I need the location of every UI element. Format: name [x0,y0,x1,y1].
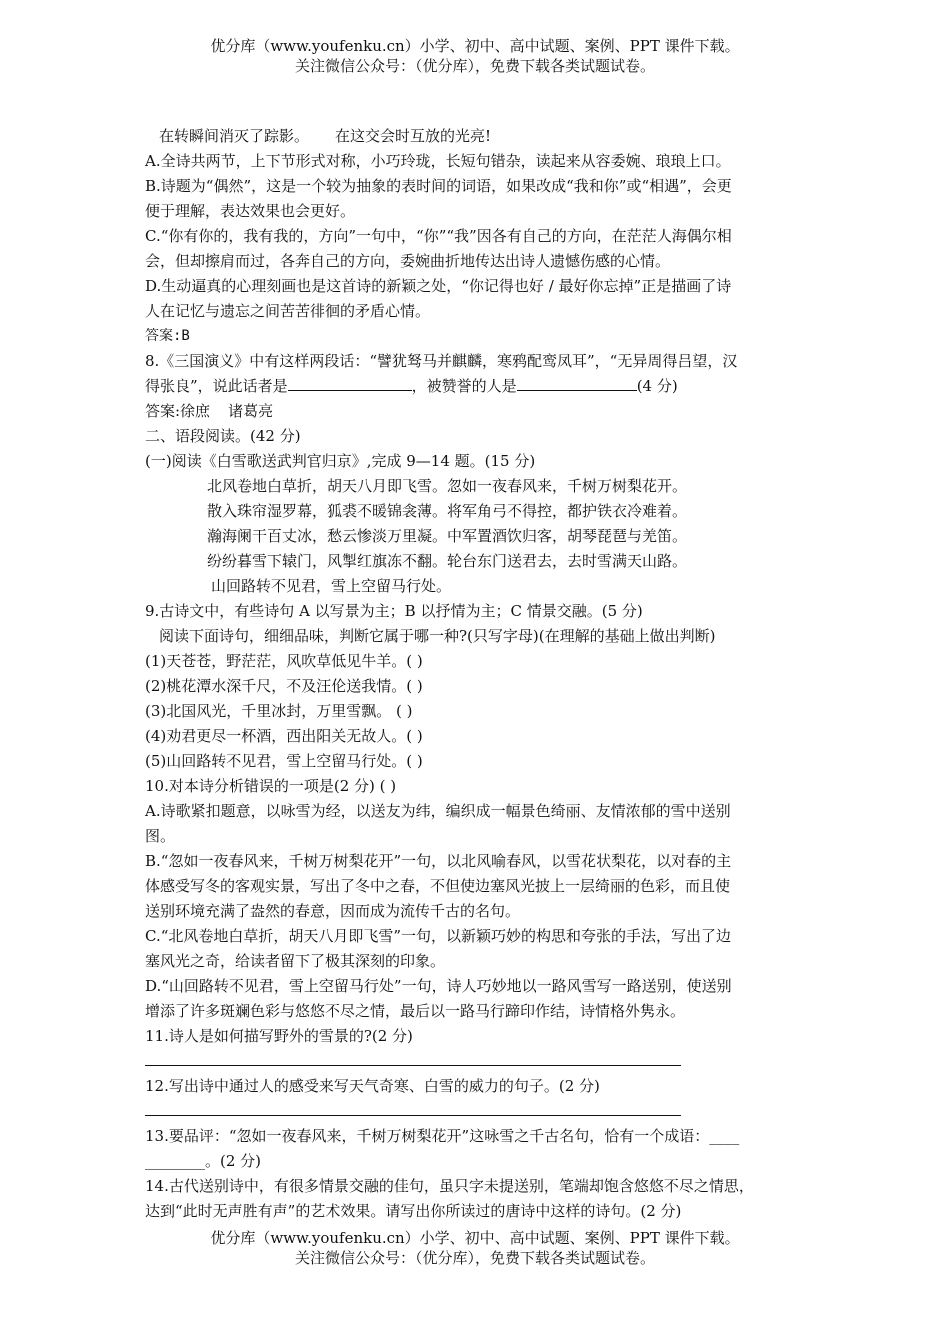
poem-line: 北风卷地白草折，胡天八月即飞雪。忽如一夜春风来，千树万树梨花开。 [207,477,688,495]
q10-option-b-line1: B.“忽如一夜春风来，千树万树梨花开”一句，以北风喻春风，以雪花状梨花，以对春的主 [145,852,732,870]
q7-option-d-line1: D.生动逼真的心理刻画也是这首诗的新颖之处，“你记得也好 / 最好你忘掉”正是描画了诗 [145,277,732,295]
poem-tail-line [145,124,815,149]
q8-text-a: 得张良”，说此话者是 [145,377,288,395]
poem-tail-left: 在转瞬间消灭了踪影。 [159,127,310,145]
q9-instruction: 阅读下面诗句，细细品味，判断它属于哪一种?(只写字母)(在理解的基础上做出判断) [159,627,716,645]
section-2-title: 二、语段阅读。(42 分) [145,427,301,445]
q8-answer-a: 答案:徐庶 [145,402,211,420]
page-header [0,36,950,76]
header-line-2: 关注微信公众号：（优分库），免费下载各类试题试卷。 [294,57,655,75]
q10-stem: 10.对本诗分析错误的一项是(2 分) ( ) [145,777,397,795]
q12-answer-line[interactable] [145,1099,815,1124]
q9-item: (2)桃花潭水深千尺，不及汪伦送我情。( ) [145,677,423,695]
q14-line1: 14.古代送别诗中，有很多情景交融的佳句，虽只字未提送别，笔端却饱含悠悠不尽之情思， [145,1177,754,1195]
q7-option-d-line2: 人在记忆与遗忘之间苦苦徘徊的矛盾心情。 [145,302,431,320]
q7-option-c-line2: 会，但却擦肩而过，各奔自己的方向，委婉曲折地传达出诗人遗憾伤感的心情。 [145,252,671,270]
q10-option-d-line1: D.“山回路转不见君，雪上空留马行处”一句，诗人巧妙地以一路风雪写一路送别，使送别 [145,977,732,995]
footer-line-1: 优分库（www.youfenku.cn）小学、初中、高中试题、案例、PPT 课件下载。 [210,1229,740,1247]
poem-line: 散入珠帘湿罗幕，狐裘不暖锦衾薄。将军角弓不得控，都护铁衣冷难着。 [207,502,688,520]
q10-option-a-line1: A.诗歌紧扣题意，以咏雪为经，以送友为纬，编织成一幅景色绮丽、友情浓郁的雪中送别 [145,802,731,820]
q9-stem: 9.古诗文中，有些诗句 A 以写景为主；B 以抒情为主；C 情景交融。(5 分) [145,602,643,620]
q10-option-c-line1: C.“北风卷地白草折，胡天八月即飞雪”一句，以新颖巧妙的构思和夸张的手法，写出了边 [145,927,732,945]
q9-item: (4)劝君更尽一杯酒，西出阳关无故人。( ) [145,727,423,745]
q10-option-b-line2: 体感受写冬的客观实景，写出了冬中之春，不但使边塞风光披上一层绮丽的色彩，而且使 [145,877,731,895]
q14-line2: 达到“此时无声胜有声”的艺术效果。请写出你所读过的唐诗中这样的诗句。(2 分) [145,1202,682,1220]
q7-option-b-line2: 便于理解，表达效果也会更好。 [145,202,356,220]
q8-text-b: ，被赞誉的人是 [411,377,517,395]
q10-option-c-line2: 塞风光之奇，给读者留下了极其深刻的印象。 [145,952,446,970]
q7-option-c-line1: C.“你有你的，我有我的，方向”一句中，“你”“我”因各有自己的方向，在茫茫人海偶尔相 [145,227,732,245]
poem-line: 纷纷暮雪下辕门，风掣红旗冻不翻。轮台东门送君去，去时雪满天山路。 [207,552,688,570]
q10-option-b-line3: 送别环境充满了盎然的春意，因而成为流传千古的名句。 [145,902,521,920]
q8-answer [145,399,815,424]
q8-answer-b: 诸葛亮 [228,402,274,420]
page-footer [0,1228,950,1268]
poem-line: 山回路转不见君，雪上空留马行处。 [211,577,452,595]
q8-blank-2[interactable] [517,374,637,391]
q12-stem: 12.写出诗中通过人的感受来写天气奇寒、白雪的威力的句子。(2 分) [145,1077,600,1095]
q8-line2 [145,374,815,399]
q9-item: (1)天苍苍，野茫茫，风吹草低见牛羊。( ) [145,652,423,670]
section-2-sub-1: (一)阅读《白雪歌送武判官归京》,完成 9—14 题。(15 分) [145,452,536,470]
q8-blank-1[interactable] [288,374,412,391]
q7-option-a: A.全诗共两节，上下节形式对称，小巧玲珑，长短句错杂，读起来从容委婉、琅琅上口。 [145,152,731,170]
document-body [145,124,815,1224]
q7-option-b-line1: B.诗题为“偶然”，这是一个较为抽象的表时间的词语，如果改成“我和你”或“相遇”，会更 [145,177,732,195]
q10-option-a-line2: 图。 [145,827,176,845]
q13-line1: 13.要品评：“忽如一夜春风来，千树万树梨花开”这咏雪之千古名句，恰有一个成语：____ [145,1127,740,1145]
header-line-1: 优分库（www.youfenku.cn）小学、初中、高中试题、案例、PPT 课件下载。 [210,37,740,55]
q13-line2: ________。(2 分) [145,1152,262,1170]
poem-tail-right: 在这交会时互放的光亮! [335,127,492,145]
q8-points: (4 分) [636,377,678,395]
q11-answer-line[interactable] [145,1049,815,1074]
q9-item: (3)北国风光，千里冰封，万里雪飘。 ( ) [145,702,413,720]
q8-line1: 8.《三国演义》中有这样两段话：“譬犹驽马并麒麟，寒鸦配鸾凤耳”，“无异周得吕望，汉 [145,352,738,370]
q9-item: (5)山回路转不见君，雪上空留马行处。( ) [145,752,423,770]
q11-stem: 11.诗人是如何描写野外的雪景的?(2 分) [145,1027,413,1045]
q10-option-d-line2: 增添了许多斑斓色彩与悠悠不尽之情，最后以一路马行蹄印作结，诗情格外隽永。 [145,1002,686,1020]
footer-line-2: 关注微信公众号：（优分库），免费下载各类试题试卷。 [294,1249,655,1267]
q7-answer: 答案:B [145,328,190,344]
poem-line: 瀚海阑干百丈冰，愁云惨淡万里凝。中军置酒饮归客，胡琴琵琶与羌笛。 [207,527,688,545]
